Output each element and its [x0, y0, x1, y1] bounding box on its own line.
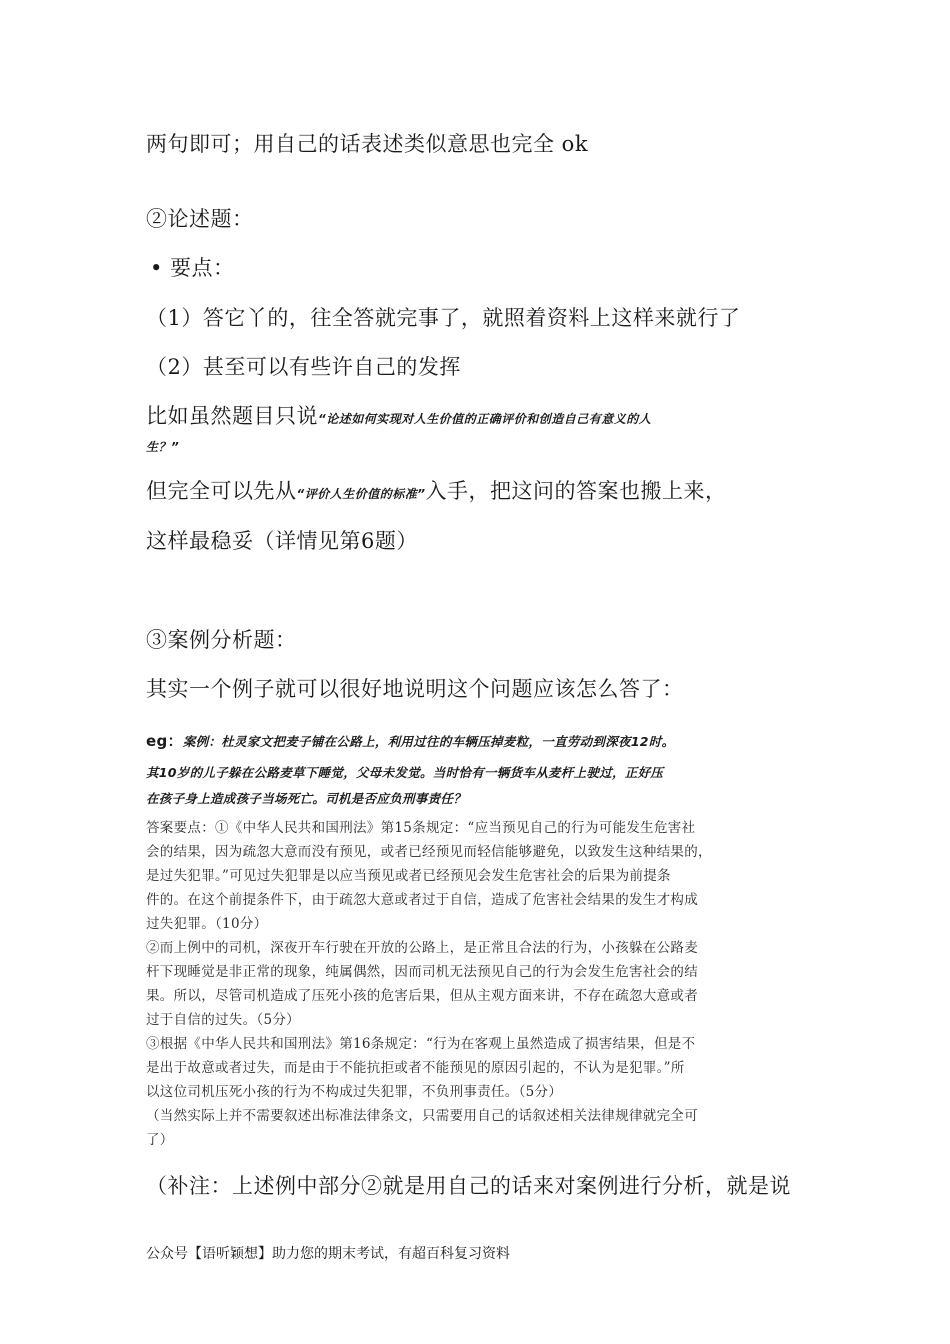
answer-line: 杆下现睡觉是非正常的现象，纯属偶然，因而司机无法预见自己的行为会发生危害社会的结 — [146, 964, 698, 980]
quoted-topic: “评价人生价值的标准” — [296, 487, 426, 501]
quoted-question-continued: 生？” — [146, 440, 180, 454]
section-heading-case: ③案例分析题： — [146, 628, 297, 652]
answer-line: 是出于故意或者过失，而是由于不能抗拒或者不能预见的原因引起的，不认为是犯罪。”所 — [146, 1060, 685, 1076]
text-segment: 但完全可以先从 — [146, 479, 297, 503]
answer-line: （当然实际上并不需要叙述出标准法律条文，只需要用自己的话叙述相关法律规律就完全可 — [146, 1108, 698, 1124]
answer-line: 件的。在这个前提条件下，由于疏忽大意或者过于自信，造成了危害社会结果的发生才构成 — [146, 892, 698, 908]
page-footer: 公众号【语听颖想】助力您的期末考试，有超百科复习资料 — [146, 1246, 510, 1262]
text-line — [146, 400, 651, 430]
answer-line: 果。所以，尽管司机造成了压死小孩的危害后果，但从主观方面来讲，不存在疏忽大意或者 — [146, 988, 698, 1004]
answer-line: 答案要点：①《中华人民共和国刑法》第15条规定：“应当预见自己的行为可能发生危害社 — [146, 820, 696, 836]
note-line: （补注：上述例中部分②就是用自己的话来对案例进行分析，就是说 — [146, 1174, 791, 1198]
example-line: 其10岁的儿子躲在公路麦草下睡觉，父母未发觉。当时恰有一辆货车从麦杆上驶过，正好压 — [146, 765, 664, 780]
text-segment: 比如虽然题目只说 — [146, 404, 318, 428]
answer-line: ③根据《中华人民共和国刑法》第16条规定：“行为在客观上虽然造成了损害结果，但是不 — [146, 1036, 696, 1052]
answer-line: 会的结果，因为疏忽大意而没有预见，或者已经预见而轻信能够避免，以致发生这种结果的， — [146, 844, 712, 860]
text-line: 两句即可；用自己的话表述类似意思也完全 ok — [146, 132, 589, 156]
answer-line: 以这位司机压死小孩的行为不构成过失犯罪，不负刑事责任。（5分） — [146, 1084, 563, 1100]
example-label: eg： — [146, 732, 183, 750]
answer-line: 过于自信的过失。（5分） — [146, 1012, 300, 1028]
quoted-question: “论述如何实现对人生价值的正确评价和创造自己有意义的人 — [318, 412, 652, 426]
section-heading-essay: ②论述题： — [146, 207, 254, 231]
answer-line: 是过失犯罪。”可见过失犯罪是以应当预见或者已经预见会发生危害社会的后果为前提条 — [146, 868, 671, 884]
text-segment: 入手，把这问的答案也搬上来， — [425, 479, 727, 503]
text-line: 这样最稳妥（详情见第6题） — [146, 529, 418, 553]
answer-line: 了） — [146, 1132, 174, 1148]
text-line — [146, 475, 726, 505]
text-line: （2）甚至可以有些许自己的发挥 — [146, 355, 461, 379]
text-line: （1）答它丫的，往全答就完事了，就照着资料上这样来就行了 — [146, 306, 741, 330]
example-text: 案例：杜灵家文把麦子铺在公路上，利用过往的车辆压掉麦粒，一直劳动到深夜12时。 — [182, 734, 675, 749]
answer-line: ②而上例中的司机，深夜开车行驶在开放的公路上，是正常且合法的行为，小孩躲在公路麦 — [146, 940, 698, 956]
example-line: 在孩子身上造成孩子当场死亡。司机是否应负刑事责任？ — [146, 791, 467, 806]
key-points-heading: • 要点： — [150, 256, 235, 280]
example-line — [146, 730, 674, 751]
answer-line: 过失犯罪。（10分） — [146, 916, 268, 932]
text-line: 其实一个例子就可以很好地说明这个问题应该怎么答了： — [146, 677, 684, 701]
